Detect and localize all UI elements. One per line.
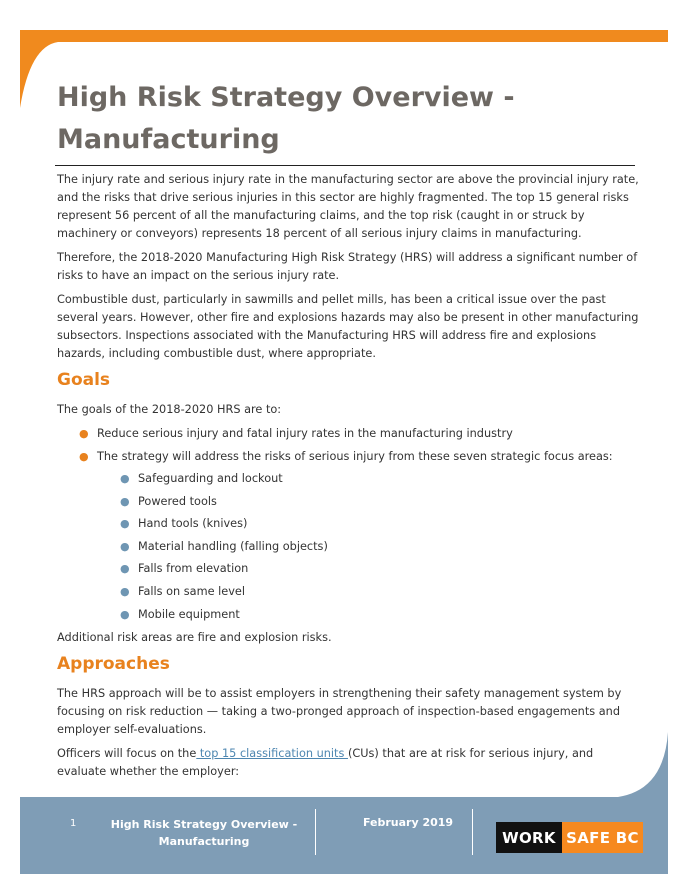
goal-item	[79, 448, 642, 624]
page-number: 1	[70, 818, 77, 829]
bullet-icon: ●	[120, 494, 130, 508]
focus-areas-list	[97, 470, 642, 624]
footer-doc-title: High Risk Strategy Overview - Manufacturing	[110, 818, 298, 848]
focus-area-text: Falls from elevation	[138, 562, 249, 576]
bullet-icon: ●	[120, 539, 130, 553]
bullet-icon: ●	[79, 427, 89, 440]
footer-divider	[472, 809, 473, 855]
bullet-icon: ●	[120, 584, 130, 598]
focus-area-item	[120, 493, 642, 511]
worksafebc-logo	[496, 822, 643, 853]
goals-lead: The goals of the 2018-2020 HRS are to:	[57, 403, 282, 416]
bullet-icon: ●	[79, 450, 89, 463]
classification-units-link[interactable]: top 15 classification units	[196, 746, 348, 760]
focus-area-item	[120, 583, 642, 601]
bullet-icon: ●	[120, 472, 130, 485]
approaches-paragraph: The HRS approach will be to assist employers in strengthening their safety management system by focusing on risk reduction — taking a two-pronged approach of inspection-based engagements and employer self-evaluations.	[57, 686, 622, 736]
goal-item-text: The strategy will address the risks of serious injury from these seven strategic focus areas:	[97, 450, 613, 463]
logo-safebc-text: SAFE BC	[562, 822, 643, 853]
intro-paragraph: The injury rate and serious injury rate in the manufacturing sector are above the provincial injury rate, and the risks that drive serious injuries in this sector are highly fragmented. The top 15 general risks represent 56 percent of all the manufacturing claims, and the top risk (caught in or struck by machinery or conveyors) represents 18 percent of all serious injury claims in manufacturing.	[57, 173, 639, 240]
approaches-text: (CUs) that are at risk for serious injury, and evaluate whether the employer:	[57, 746, 594, 778]
goals-list	[57, 425, 642, 624]
focus-area-item	[120, 470, 642, 488]
focus-area-item	[120, 538, 642, 556]
intro-paragraph: Combustible dust, particularly in sawmills and pellet mills, has been a critical issue over the past several years. However, other fire and explosions hazards may also be present in other manufacturing subsectors. Inspections associated with the Manufacturing HRS will address fire and explosions hazards, including combustible dust, where appropriate.	[57, 293, 639, 360]
document-body	[57, 171, 642, 787]
focus-area-text: Mobile equipment	[138, 607, 240, 621]
approaches-text: Officers will focus on the	[57, 746, 197, 760]
goal-item-text: Reduce serious injury and fatal injury rates in the manufacturing industry	[97, 427, 513, 440]
focus-area-text: Material handling (falling objects)	[138, 539, 328, 553]
goals-heading: Goals	[57, 370, 111, 390]
intro-paragraph: Therefore, the 2018-2020 Manufacturing High Risk Strategy (HRS) will address a significant number of risks to have an impact on the serious injury rate.	[57, 251, 638, 282]
footer-divider	[315, 809, 316, 855]
approaches-heading: Approaches	[57, 653, 170, 674]
title-divider	[55, 165, 635, 166]
logo-work-text: WORK	[496, 822, 562, 853]
focus-area-item	[120, 606, 642, 624]
focus-area-item	[120, 560, 642, 578]
focus-area-text: Hand tools (knives)	[138, 517, 248, 531]
page-title: High Risk Strategy Overview - Manufacturing	[57, 82, 515, 155]
footer-date: February 2019	[362, 816, 454, 829]
focus-area-text: Falls on same level	[138, 584, 246, 598]
bullet-icon: ●	[120, 562, 130, 576]
bullet-icon: ●	[120, 607, 130, 621]
goals-closing: Additional risk areas are fire and explosion risks.	[57, 630, 332, 644]
bullet-icon: ●	[120, 517, 130, 531]
focus-area-text: Powered tools	[138, 494, 217, 508]
footer	[20, 798, 668, 872]
focus-area-item	[120, 515, 642, 533]
goal-item	[79, 425, 642, 443]
focus-area-text: Safeguarding and lockout	[138, 472, 283, 485]
